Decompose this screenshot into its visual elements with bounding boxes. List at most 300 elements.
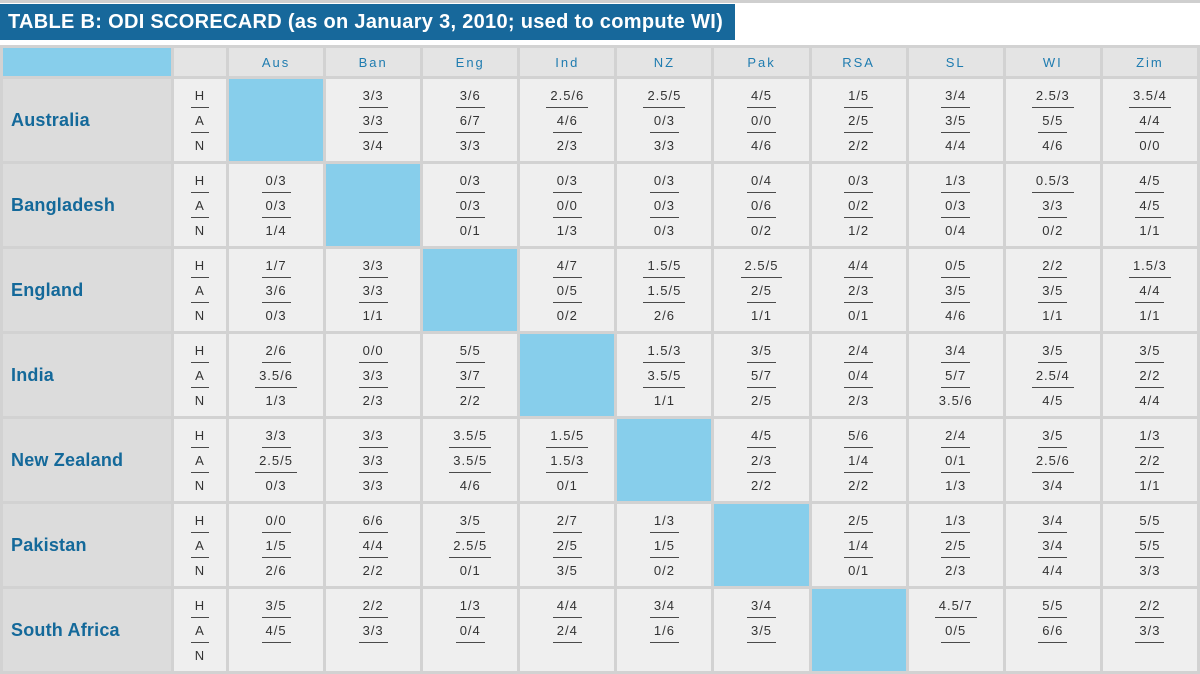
score-line — [1103, 83, 1197, 108]
venue-label-n: N — [194, 392, 206, 408]
score-line — [229, 253, 323, 278]
score-value: 0/3 — [650, 193, 679, 218]
score-cell — [909, 164, 1003, 246]
score-line — [520, 168, 614, 193]
score-cell — [229, 249, 323, 331]
score-cell — [520, 79, 614, 161]
column-header-zim: Zim — [1103, 48, 1197, 76]
venue-labels — [174, 419, 226, 501]
score-value: 4/6 — [459, 477, 481, 493]
score-value: 1/3 — [941, 508, 970, 533]
score-line — [812, 533, 906, 558]
score-value: 4/5 — [747, 423, 776, 448]
score-line — [326, 423, 420, 448]
score-value: 0/3 — [553, 168, 582, 193]
score-value: 3/3 — [359, 448, 388, 473]
score-line — [423, 338, 517, 363]
score-line — [714, 133, 808, 158]
score-cell — [1103, 334, 1197, 416]
score-cell — [520, 164, 614, 246]
venue-line — [174, 218, 226, 243]
team-label: Bangladesh — [3, 164, 171, 246]
score-value: 0/3 — [844, 168, 873, 193]
score-line — [423, 618, 517, 643]
score-value: 5/7 — [941, 363, 970, 388]
score-line — [714, 593, 808, 618]
score-value: 4.5/7 — [935, 593, 977, 618]
score-value: 6/6 — [359, 508, 388, 533]
score-value: 3/4 — [1038, 533, 1067, 558]
score-value: 1/1 — [1139, 477, 1161, 493]
score-value: 1/1 — [362, 307, 384, 323]
score-value: 2/2 — [1135, 363, 1164, 388]
venue-line — [174, 473, 226, 498]
score-line — [423, 558, 517, 583]
score-value: 0/3 — [650, 108, 679, 133]
score-line — [326, 363, 420, 388]
score-cell — [617, 164, 711, 246]
score-line — [1006, 168, 1100, 193]
score-line — [1006, 558, 1100, 583]
venue-labels — [174, 504, 226, 586]
score-line — [520, 473, 614, 498]
score-value: 2.5/4 — [1032, 363, 1074, 388]
score-line — [1006, 448, 1100, 473]
score-value: 4/4 — [1135, 278, 1164, 303]
venue-label-h: H — [191, 83, 209, 108]
score-line — [229, 363, 323, 388]
score-cell — [812, 164, 906, 246]
score-value: 3/3 — [459, 137, 481, 153]
score-line — [617, 618, 711, 643]
score-line — [423, 448, 517, 473]
score-cell — [909, 79, 1003, 161]
score-line — [1103, 253, 1197, 278]
score-line — [812, 278, 906, 303]
score-line — [229, 168, 323, 193]
score-value: 1.5/5 — [643, 253, 685, 278]
score-cell — [423, 504, 517, 586]
score-value: 3/3 — [359, 108, 388, 133]
score-line — [714, 388, 808, 413]
column-header-sl: SL — [909, 48, 1003, 76]
score-line — [714, 168, 808, 193]
score-value: 0/3 — [941, 193, 970, 218]
score-value: 3/5 — [556, 562, 578, 578]
score-value: 1.5/3 — [546, 448, 588, 473]
score-value: 2/2 — [848, 477, 870, 493]
venue-label-n: N — [194, 222, 206, 238]
score-line — [1103, 388, 1197, 413]
score-value: 3/3 — [1135, 618, 1164, 643]
score-line — [229, 533, 323, 558]
score-value: 4/5 — [1135, 193, 1164, 218]
score-line — [520, 508, 614, 533]
score-value: 3.5/5 — [449, 448, 491, 473]
score-value: 0/1 — [848, 307, 870, 323]
column-header-aus: Aus — [229, 48, 323, 76]
score-value: 0/3 — [456, 193, 485, 218]
score-value: 3/3 — [359, 83, 388, 108]
venue-line — [174, 108, 226, 133]
score-cell — [423, 334, 517, 416]
score-cell — [326, 504, 420, 586]
score-line — [229, 193, 323, 218]
score-cell — [812, 334, 906, 416]
score-line — [1103, 558, 1197, 583]
score-value: 5/6 — [844, 423, 873, 448]
score-line — [714, 303, 808, 328]
score-cell — [1103, 419, 1197, 501]
score-value: 2/2 — [750, 477, 773, 493]
score-line — [812, 133, 906, 158]
score-cell — [909, 249, 1003, 331]
score-line — [520, 643, 614, 668]
score-line — [520, 533, 614, 558]
score-line — [326, 508, 420, 533]
score-line — [326, 618, 420, 643]
score-line — [909, 193, 1003, 218]
score-value: 0/4 — [456, 618, 485, 643]
venue-label-h: H — [191, 338, 209, 363]
self-matchup-cell — [617, 419, 711, 501]
venue-labels — [174, 164, 226, 246]
score-line — [520, 618, 614, 643]
venue-line — [174, 363, 226, 388]
score-value: 3.5/6 — [255, 363, 297, 388]
score-value: 0/0 — [553, 193, 582, 218]
score-line — [1103, 193, 1197, 218]
score-line — [617, 338, 711, 363]
score-cell — [423, 79, 517, 161]
table-row — [3, 589, 1197, 671]
score-line — [714, 83, 808, 108]
score-line — [1006, 83, 1100, 108]
score-value: 3/3 — [362, 477, 384, 493]
score-value: 4/5 — [747, 83, 776, 108]
score-value: 4/6 — [945, 307, 967, 323]
score-value: 0/3 — [653, 222, 675, 238]
score-line — [520, 133, 614, 158]
score-line — [326, 108, 420, 133]
venue-line — [174, 533, 226, 558]
score-value: 2/2 — [1038, 253, 1067, 278]
score-value: 1/2 — [848, 222, 870, 238]
column-header-eng: Eng — [423, 48, 517, 76]
score-value: 3/5 — [1038, 278, 1067, 303]
venue-line — [174, 643, 226, 668]
score-line — [812, 508, 906, 533]
score-line — [909, 218, 1003, 243]
score-value: 4/4 — [945, 137, 967, 153]
score-line — [1103, 303, 1197, 328]
score-cell — [229, 334, 323, 416]
odi-scorecard-table — [0, 45, 1200, 674]
score-value: 2.5/5 — [741, 253, 783, 278]
venue-label-a: A — [191, 448, 209, 473]
self-matchup-cell — [229, 79, 323, 161]
score-value: 2/5 — [553, 533, 582, 558]
top-strip — [0, 0, 1200, 3]
score-cell — [1006, 589, 1100, 671]
score-line — [229, 423, 323, 448]
table-row — [3, 504, 1197, 586]
score-line — [617, 388, 711, 413]
score-value: 0/2 — [750, 222, 773, 238]
score-line — [520, 108, 614, 133]
score-value: 1/5 — [650, 533, 679, 558]
table-body — [3, 79, 1197, 671]
score-line — [714, 218, 808, 243]
score-value: 0/1 — [459, 222, 481, 238]
score-cell — [1006, 334, 1100, 416]
score-line — [617, 278, 711, 303]
score-line — [1103, 168, 1197, 193]
score-value: 4/5 — [262, 618, 291, 643]
score-cell — [423, 164, 517, 246]
score-value: 2/6 — [262, 338, 291, 363]
score-line — [1103, 643, 1197, 668]
score-value: 2/2 — [848, 137, 870, 153]
score-line — [617, 83, 711, 108]
score-line — [909, 643, 1003, 668]
score-line — [423, 108, 517, 133]
score-line — [326, 133, 420, 158]
score-cell — [1103, 589, 1197, 671]
score-value: 1/3 — [265, 392, 287, 408]
score-line — [520, 448, 614, 473]
score-value: 4/6 — [750, 137, 773, 153]
score-line — [1006, 643, 1100, 668]
score-cell — [1006, 79, 1100, 161]
venue-labels — [174, 79, 226, 161]
venue-label-a: A — [191, 193, 209, 218]
score-value: 4/4 — [553, 593, 582, 618]
score-cell — [229, 589, 323, 671]
score-line — [1006, 303, 1100, 328]
score-line — [909, 253, 1003, 278]
score-value: 3/5 — [747, 338, 776, 363]
score-line — [812, 218, 906, 243]
score-value: 3/6 — [456, 83, 485, 108]
score-line — [812, 83, 906, 108]
score-line — [812, 303, 906, 328]
score-line — [520, 423, 614, 448]
score-cell — [812, 249, 906, 331]
score-line — [714, 253, 808, 278]
venue-label-h: H — [191, 168, 209, 193]
score-line — [909, 558, 1003, 583]
score-value: 3/4 — [1042, 477, 1064, 493]
score-value: 2/5 — [941, 533, 970, 558]
score-value: 2/2 — [362, 562, 384, 578]
score-value: 1/1 — [750, 307, 773, 323]
venue-line — [174, 558, 226, 583]
score-value: 6/6 — [1038, 618, 1067, 643]
score-value: 1/4 — [844, 533, 873, 558]
venue-labels — [174, 334, 226, 416]
team-label: India — [3, 334, 171, 416]
score-line — [326, 278, 420, 303]
score-value: 4/4 — [1135, 108, 1164, 133]
score-cell — [326, 334, 420, 416]
score-line — [1006, 338, 1100, 363]
score-line — [229, 303, 323, 328]
score-line — [812, 193, 906, 218]
venue-label-a: A — [191, 618, 209, 643]
score-value: 3/3 — [262, 423, 291, 448]
score-line — [423, 168, 517, 193]
score-line — [617, 193, 711, 218]
score-value: 2/7 — [553, 508, 582, 533]
score-cell — [617, 589, 711, 671]
score-line — [423, 643, 517, 668]
score-value: 3/6 — [262, 278, 291, 303]
score-value: 1/5 — [262, 533, 291, 558]
score-value: 3/3 — [359, 363, 388, 388]
score-value: 2/3 — [945, 562, 967, 578]
score-cell — [520, 419, 614, 501]
score-cell — [1006, 419, 1100, 501]
score-value: 0/3 — [262, 168, 291, 193]
score-value: 0/2 — [1042, 222, 1064, 238]
team-label: England — [3, 249, 171, 331]
score-value: 1/7 — [262, 253, 291, 278]
score-cell — [520, 589, 614, 671]
score-line — [326, 388, 420, 413]
score-cell — [229, 419, 323, 501]
score-cell — [520, 504, 614, 586]
score-line — [909, 618, 1003, 643]
score-line — [714, 108, 808, 133]
score-cell — [229, 504, 323, 586]
score-line — [1103, 618, 1197, 643]
score-line — [229, 643, 323, 668]
score-line — [1006, 618, 1100, 643]
score-line — [1103, 448, 1197, 473]
score-cell — [326, 419, 420, 501]
score-line — [812, 423, 906, 448]
column-header-nz: NZ — [617, 48, 711, 76]
score-value: 1/5 — [844, 83, 873, 108]
score-value: 3/3 — [359, 618, 388, 643]
score-line — [617, 533, 711, 558]
score-value: 4/7 — [553, 253, 582, 278]
venue-label-n: N — [194, 477, 206, 493]
score-line — [229, 618, 323, 643]
score-value: 2.5/5 — [449, 533, 491, 558]
score-line — [909, 83, 1003, 108]
venue-line — [174, 593, 226, 618]
venue-label-h: H — [191, 508, 209, 533]
score-value: 1/1 — [1139, 222, 1161, 238]
score-value: 4/4 — [359, 533, 388, 558]
score-value: 0/4 — [844, 363, 873, 388]
score-line — [617, 558, 711, 583]
score-value: 4/6 — [553, 108, 582, 133]
score-cell — [520, 249, 614, 331]
score-value: 3.5/6 — [938, 392, 973, 408]
score-line — [326, 253, 420, 278]
score-value: 0/0 — [359, 338, 388, 363]
table-title: TABLE B: ODI SCORECARD (as on January 3, 2010; used to compute WI) — [0, 4, 735, 40]
score-line — [423, 83, 517, 108]
score-line — [229, 278, 323, 303]
table-row — [3, 419, 1197, 501]
venue-labels — [174, 589, 226, 671]
score-value: 2/6 — [653, 307, 675, 323]
score-value: 0/2 — [653, 562, 675, 578]
venue-line — [174, 618, 226, 643]
score-value: 2/3 — [747, 448, 776, 473]
venue-label-h: H — [191, 593, 209, 618]
score-value: 1/1 — [1042, 307, 1064, 323]
score-line — [714, 338, 808, 363]
score-value: 0/3 — [456, 168, 485, 193]
column-header-wi: WI — [1006, 48, 1100, 76]
score-value: 0/5 — [941, 253, 970, 278]
score-line — [714, 618, 808, 643]
venue-line — [174, 338, 226, 363]
score-value: 0.5/3 — [1032, 168, 1074, 193]
score-value: 1/3 — [1135, 423, 1164, 448]
score-value: 0/4 — [747, 168, 776, 193]
score-line — [812, 168, 906, 193]
score-line — [423, 423, 517, 448]
score-line — [423, 593, 517, 618]
score-line — [617, 168, 711, 193]
score-line — [909, 278, 1003, 303]
score-line — [520, 558, 614, 583]
score-value: 3/7 — [456, 363, 485, 388]
team-label: South Africa — [3, 589, 171, 671]
score-value: 0/3 — [650, 168, 679, 193]
score-line — [229, 558, 323, 583]
score-line — [1006, 473, 1100, 498]
table-row — [3, 334, 1197, 416]
score-cell — [617, 334, 711, 416]
score-line — [520, 278, 614, 303]
score-value: 3/5 — [1038, 423, 1067, 448]
score-value: 0/1 — [459, 562, 481, 578]
venue-label-a: A — [191, 278, 209, 303]
score-line — [520, 253, 614, 278]
score-line — [1006, 108, 1100, 133]
score-line — [326, 473, 420, 498]
score-value: 3/5 — [941, 108, 970, 133]
score-value: 3/4 — [650, 593, 679, 618]
column-header-ban: Ban — [326, 48, 420, 76]
score-value: 3.5/4 — [1129, 83, 1171, 108]
score-cell — [714, 249, 808, 331]
score-value: 1.5/3 — [643, 338, 685, 363]
score-line — [423, 508, 517, 533]
venue-line — [174, 83, 226, 108]
score-value: 0/2 — [556, 307, 578, 323]
score-value: 2/6 — [265, 562, 287, 578]
score-cell — [714, 164, 808, 246]
score-line — [1103, 593, 1197, 618]
venue-label-a: A — [191, 363, 209, 388]
score-value: 4/4 — [1139, 392, 1161, 408]
score-line — [423, 363, 517, 388]
score-cell — [812, 79, 906, 161]
score-value: 0/1 — [941, 448, 970, 473]
column-header-ind: Ind — [520, 48, 614, 76]
score-value: 1/1 — [653, 392, 675, 408]
score-value: 3/5 — [1135, 338, 1164, 363]
score-line — [909, 133, 1003, 158]
